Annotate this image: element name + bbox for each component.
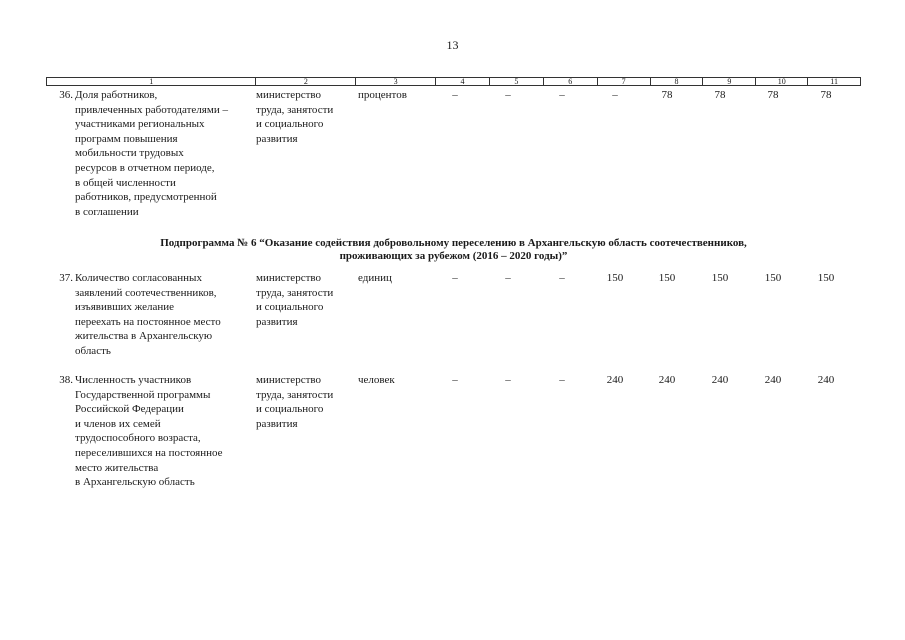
value-col-6: – [559, 272, 565, 284]
column-header-10: 10 [756, 78, 808, 85]
column-header-2: 2 [256, 78, 356, 85]
column-header-8: 8 [651, 78, 704, 85]
value-col-7: – [612, 89, 618, 101]
value-col-5: – [505, 89, 511, 101]
value-col-5: – [505, 374, 511, 386]
value-col-4: – [452, 374, 458, 386]
value-col-5: – [505, 272, 511, 284]
subprogram-heading [46, 237, 861, 263]
value-col-4: – [452, 89, 458, 101]
indicator-name: Количество согласованных заявлений соотечественников, изъявивших желание переехать на постоянное место жительства в Архангельскую область [75, 272, 221, 357]
page-number: 13 [446, 38, 459, 52]
column-header-4: 4 [436, 78, 490, 85]
value-col-7: 240 [606, 374, 624, 386]
column-header-3: 3 [356, 78, 436, 85]
value-col-9: 240 [711, 374, 729, 386]
indicator-name: Доля работников, привлеченных работодателями – участниками региональных программ повышения мобильности трудовых ресурсов в отчетном периоде, в общей численности работников, предусмотренной в соглашении [75, 89, 228, 218]
indicator-name: Численность участников Государственной программы Российской Федерации и членов их семей трудоспособного возраста, переселившихся на постоянное место жительства в Архангельскую область [75, 374, 223, 489]
column-header-9: 9 [703, 78, 756, 85]
executor: министерство труда, занятости и социального развития [256, 272, 334, 328]
column-header-1: 1 [47, 78, 256, 85]
row-number: 38. [59, 374, 73, 386]
row-number: 36. [59, 89, 73, 101]
value-col-10: 240 [764, 374, 782, 386]
row-number: 37. [59, 272, 73, 284]
value-col-4: – [452, 272, 458, 284]
value-col-8: 78 [661, 89, 673, 101]
value-col-6: – [559, 374, 565, 386]
column-header-11: 11 [830, 77, 838, 86]
column-header-6: 6 [544, 78, 598, 85]
column-header-row [46, 77, 861, 86]
value-col-10: 150 [764, 272, 782, 284]
value-col-11: 150 [817, 272, 835, 284]
unit: процентов [358, 89, 407, 101]
value-col-11: 240 [817, 374, 835, 386]
value-col-10: 78 [767, 89, 779, 101]
column-header-7: 7 [598, 78, 651, 85]
value-col-9: 150 [711, 272, 729, 284]
subprogram-heading-line-2: проживающих за рубежом (2016 – 2020 годы)” [339, 250, 568, 262]
executor: министерство труда, занятости и социального развития [256, 374, 334, 430]
subprogram-heading-line-1: Подпрограмма № 6 “Оказание содействия добровольному переселению в Архангельскую область соотечественников, [160, 237, 747, 249]
value-col-9: 78 [714, 89, 726, 101]
value-col-6: – [559, 89, 565, 101]
value-col-8: 240 [658, 374, 676, 386]
unit: человек [358, 374, 395, 386]
unit: единиц [358, 272, 392, 284]
value-col-11: 78 [820, 89, 832, 101]
value-col-8: 150 [658, 272, 676, 284]
executor: министерство труда, занятости и социального развития [256, 89, 334, 145]
value-col-7: 150 [606, 272, 624, 284]
column-header-5: 5 [490, 78, 544, 85]
